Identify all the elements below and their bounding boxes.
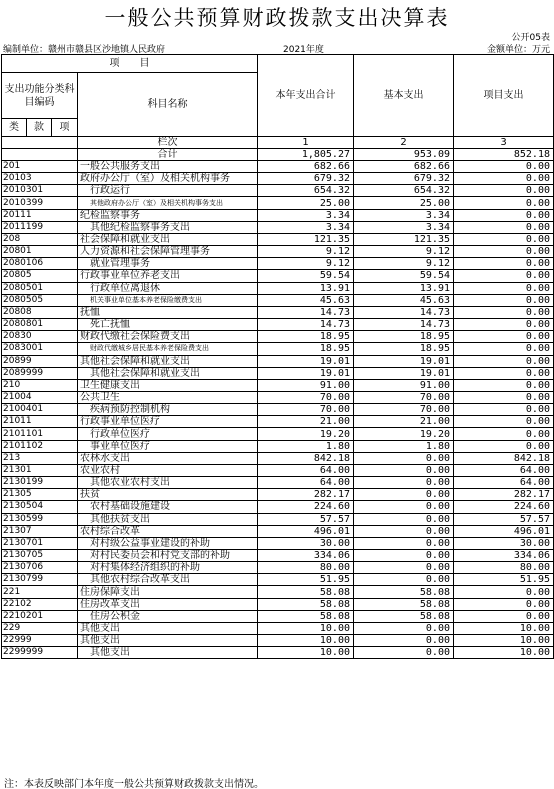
row-basic: 59.54 (354, 270, 454, 282)
row-project: 0.00 (454, 586, 554, 598)
row-total: 496.01 (258, 525, 354, 537)
row-basic: 654.32 (354, 185, 454, 197)
row-project: 0.00 (454, 233, 554, 245)
row-total: 842.18 (258, 452, 354, 464)
row-total: 70.00 (258, 391, 354, 403)
table-row (2, 246, 554, 258)
row-code: 2130599 (2, 513, 78, 525)
row-code: 20830 (2, 331, 78, 343)
row-code: 2083001 (2, 343, 78, 355)
row-code: 20805 (2, 270, 78, 282)
row-basic: 3.34 (354, 209, 454, 221)
row-total: 1.80 (258, 440, 354, 452)
row-code: 2080106 (2, 258, 78, 270)
row-subject-name: 公共卫生 (78, 391, 258, 403)
table-row (2, 416, 554, 428)
total-sum: 1,805.27 (258, 149, 354, 161)
row-basic: 679.32 (354, 173, 454, 185)
row-subject-name: 事业单位医疗 (78, 440, 258, 452)
row-code: 2080501 (2, 282, 78, 294)
row-total: 30.00 (258, 537, 354, 549)
table-row (2, 209, 554, 221)
compiling-unit: 编制单位：赣州市赣县区沙地镇人民政府 (3, 45, 166, 55)
row-basic: 0.00 (354, 452, 454, 464)
amount-unit: 金额单位：万元 (486, 45, 550, 55)
table-row (2, 610, 554, 622)
row-code: 2010399 (2, 197, 78, 209)
row-total: 19.01 (258, 367, 354, 379)
table-row (2, 440, 554, 452)
row-basic: 45.63 (354, 294, 454, 306)
report-title: 一般公共预算财政拨款支出决算表 (104, 6, 450, 30)
report-meta (0, 42, 554, 54)
row-code: 2100401 (2, 404, 78, 416)
table-row (2, 489, 554, 501)
row-project: 0.00 (454, 610, 554, 622)
row-code: 2130706 (2, 562, 78, 574)
row-basic: 25.00 (354, 197, 454, 209)
row-subject-name: 财政代缴城乡居民基本养老保险费支出 (78, 343, 258, 355)
row-basic: 9.12 (354, 258, 454, 270)
row-subject-name: 农业农村 (78, 464, 258, 476)
table-row (2, 586, 554, 598)
row-code: 20801 (2, 246, 78, 258)
row-basic: 682.66 (354, 161, 454, 173)
table-row (2, 464, 554, 476)
row-basic: 18.95 (354, 343, 454, 355)
row-basic: 58.08 (354, 598, 454, 610)
row-total: 10.00 (258, 635, 354, 647)
row-total: 70.00 (258, 404, 354, 416)
table-row (2, 343, 554, 355)
row-total: 58.08 (258, 586, 354, 598)
row-project: 80.00 (454, 562, 554, 574)
row-code: 21301 (2, 464, 78, 476)
row-basic: 1.80 (354, 440, 454, 452)
table-row (2, 331, 554, 343)
row-basic: 0.00 (354, 647, 454, 659)
row-subject-name: 抚恤 (78, 306, 258, 318)
row-project: 0.00 (454, 246, 554, 258)
row-total: 58.08 (258, 610, 354, 622)
row-basic: 19.01 (354, 355, 454, 367)
row-total: 282.17 (258, 489, 354, 501)
row-project: 0.00 (454, 209, 554, 221)
header-total: 本年支出合计 (258, 55, 354, 137)
row-subject-name: 其他社会保障和就业支出 (78, 367, 258, 379)
row-basic: 0.00 (354, 525, 454, 537)
form-number: 公开05表 (511, 33, 550, 43)
row-total: 58.08 (258, 598, 354, 610)
table-row (2, 306, 554, 318)
table-row (2, 258, 554, 270)
table-row (2, 221, 554, 233)
row-project: 51.95 (454, 574, 554, 586)
row-code: 21011 (2, 416, 78, 428)
table-row (2, 635, 554, 647)
row-code: 2130701 (2, 537, 78, 549)
table-row (2, 404, 554, 416)
header-basic: 基本支出 (354, 55, 454, 137)
row-basic: 121.35 (354, 233, 454, 245)
row-code: 213 (2, 452, 78, 464)
table-row (2, 501, 554, 513)
row-subject-name: 住房保障支出 (78, 586, 258, 598)
table-row (2, 161, 554, 173)
report-year: 2021年度 (283, 45, 324, 55)
row-project: 282.17 (454, 489, 554, 501)
row-total: 51.95 (258, 574, 354, 586)
row-code: 20111 (2, 209, 78, 221)
row-basic: 13.91 (354, 282, 454, 294)
header-project: 项目支出 (454, 55, 554, 137)
table-row (2, 197, 554, 209)
table-row (2, 622, 554, 634)
row-total: 682.66 (258, 161, 354, 173)
row-project: 496.01 (454, 525, 554, 537)
header-rank-2: 2 (354, 137, 454, 149)
row-code: 2299999 (2, 647, 78, 659)
row-project: 0.00 (454, 379, 554, 391)
row-project: 0.00 (454, 221, 554, 233)
table-row (2, 294, 554, 306)
table-row (2, 647, 554, 659)
total-label: 合计 (78, 149, 258, 161)
row-total: 679.32 (258, 173, 354, 185)
row-basic: 70.00 (354, 404, 454, 416)
row-project: 0.00 (454, 416, 554, 428)
row-project: 10.00 (454, 635, 554, 647)
row-total: 91.00 (258, 379, 354, 391)
row-code: 201 (2, 161, 78, 173)
row-basic: 70.00 (354, 391, 454, 403)
row-code: 20103 (2, 173, 78, 185)
row-subject-name: 对村集体经济组织的补助 (78, 562, 258, 574)
row-total: 80.00 (258, 562, 354, 574)
row-subject-name: 对村级公益事业建设的补助 (78, 537, 258, 549)
row-basic: 21.00 (354, 416, 454, 428)
row-subject-name: 人力资源和社会保障管理事务 (78, 246, 258, 258)
row-subject-name: 扶贫 (78, 489, 258, 501)
row-project: 64.00 (454, 464, 554, 476)
row-code: 2130799 (2, 574, 78, 586)
row-total: 9.12 (258, 258, 354, 270)
row-basic: 58.08 (354, 610, 454, 622)
row-subject-name: 行政运行 (78, 185, 258, 197)
table-row (2, 282, 554, 294)
row-total: 3.34 (258, 209, 354, 221)
row-total: 57.57 (258, 513, 354, 525)
row-subject-name: 卫生健康支出 (78, 379, 258, 391)
row-total: 10.00 (258, 647, 354, 659)
row-code: 2010301 (2, 185, 78, 197)
row-total: 224.60 (258, 501, 354, 513)
header-kuan: 款 (27, 119, 52, 137)
row-code: 2130504 (2, 501, 78, 513)
row-total: 19.20 (258, 428, 354, 440)
row-code: 210 (2, 379, 78, 391)
row-subject-name: 行政单位医疗 (78, 428, 258, 440)
row-code: 2130199 (2, 477, 78, 489)
row-subject-name: 其他社会保障和就业支出 (78, 355, 258, 367)
row-basic: 58.08 (354, 586, 454, 598)
row-subject-name: 社会保障和就业支出 (78, 233, 258, 245)
row-basic: 0.00 (354, 574, 454, 586)
row-project: 10.00 (454, 647, 554, 659)
table-row (2, 562, 554, 574)
row-total: 14.73 (258, 319, 354, 331)
table-row (2, 428, 554, 440)
expenditure-table (1, 54, 554, 659)
row-code: 2011199 (2, 221, 78, 233)
table-row (2, 379, 554, 391)
row-total: 18.95 (258, 331, 354, 343)
row-project: 0.00 (454, 367, 554, 379)
table-row (2, 525, 554, 537)
row-basic: 0.00 (354, 550, 454, 562)
row-subject-name: 疾病预防控制机构 (78, 404, 258, 416)
row-basic: 19.01 (354, 367, 454, 379)
row-basic: 18.95 (354, 331, 454, 343)
header-rank-3: 3 (454, 137, 554, 149)
row-total: 59.54 (258, 270, 354, 282)
row-total: 13.91 (258, 282, 354, 294)
row-basic: 0.00 (354, 622, 454, 634)
row-project: 0.00 (454, 161, 554, 173)
row-total: 19.01 (258, 355, 354, 367)
table-row (2, 477, 554, 489)
table-row (2, 270, 554, 282)
table-body (2, 161, 554, 659)
row-subject-name: 政府办公厅（室）及相关机构事务 (78, 173, 258, 185)
row-total: 64.00 (258, 477, 354, 489)
row-basic: 0.00 (354, 501, 454, 513)
total-basic: 953.09 (354, 149, 454, 161)
row-basic: 0.00 (354, 562, 454, 574)
row-project: 10.00 (454, 622, 554, 634)
row-subject-name: 其他农村综合改革支出 (78, 574, 258, 586)
table-row (2, 452, 554, 464)
row-project: 0.00 (454, 598, 554, 610)
row-subject-name: 其他支出 (78, 647, 258, 659)
row-basic: 0.00 (354, 489, 454, 501)
row-code: 22999 (2, 635, 78, 647)
row-total: 21.00 (258, 416, 354, 428)
header-item: 项 目 (2, 55, 258, 73)
row-code: 2101101 (2, 428, 78, 440)
row-project: 0.00 (454, 331, 554, 343)
row-basic: 91.00 (354, 379, 454, 391)
row-total: 10.00 (258, 622, 354, 634)
row-basic: 9.12 (354, 246, 454, 258)
row-project: 0.00 (454, 391, 554, 403)
row-total: 3.34 (258, 221, 354, 233)
row-basic: 0.00 (354, 537, 454, 549)
row-subject-name: 死亡抚恤 (78, 319, 258, 331)
row-basic: 0.00 (354, 635, 454, 647)
row-subject-name: 行政单位离退休 (78, 282, 258, 294)
row-total: 14.73 (258, 306, 354, 318)
row-total: 9.12 (258, 246, 354, 258)
row-project: 30.00 (454, 537, 554, 549)
row-project: 0.00 (454, 270, 554, 282)
table-row (2, 355, 554, 367)
row-project: 0.00 (454, 294, 554, 306)
table-row (2, 513, 554, 525)
row-project: 334.06 (454, 550, 554, 562)
row-code: 21004 (2, 391, 78, 403)
row-project: 0.00 (454, 173, 554, 185)
footnote: 注：本表反映部门本年度一般公共预算财政拨款支出情况。 (4, 779, 264, 789)
row-code: 21305 (2, 489, 78, 501)
row-subject-name: 其他农业农村支出 (78, 477, 258, 489)
row-subject-name: 住房公积金 (78, 610, 258, 622)
row-subject-name: 行政事业单位养老支出 (78, 270, 258, 282)
row-code: 2080801 (2, 319, 78, 331)
row-basic: 14.73 (354, 319, 454, 331)
row-code: 2210201 (2, 610, 78, 622)
row-total: 45.63 (258, 294, 354, 306)
table-row (2, 550, 554, 562)
header-func-code: 支出功能分类科目编码 (2, 73, 78, 119)
row-basic: 19.20 (354, 428, 454, 440)
row-total: 121.35 (258, 233, 354, 245)
row-subject-name: 机关事业单位基本养老保险缴费支出 (78, 294, 258, 306)
row-code: 20808 (2, 306, 78, 318)
row-subject-name: 纪检监察事务 (78, 209, 258, 221)
row-project: 224.60 (454, 501, 554, 513)
row-code: 2089999 (2, 367, 78, 379)
row-total: 654.32 (258, 185, 354, 197)
table-row (2, 537, 554, 549)
row-total: 25.00 (258, 197, 354, 209)
row-basic: 0.00 (354, 513, 454, 525)
row-code: 208 (2, 233, 78, 245)
header-rank-1: 1 (258, 137, 354, 149)
row-subject-name: 其他支出 (78, 635, 258, 647)
header-rank: 栏次 (78, 137, 258, 149)
row-subject-name: 其他支出 (78, 622, 258, 634)
table-row (2, 319, 554, 331)
row-subject-name: 农林水支出 (78, 452, 258, 464)
row-project: 0.00 (454, 343, 554, 355)
row-total: 64.00 (258, 464, 354, 476)
row-project: 842.18 (454, 452, 554, 464)
table-row (2, 598, 554, 610)
row-code: 221 (2, 586, 78, 598)
row-subject-name: 其他扶贫支出 (78, 513, 258, 525)
total-project: 852.18 (454, 149, 554, 161)
row-code: 21307 (2, 525, 78, 537)
table-row (2, 185, 554, 197)
row-project: 0.00 (454, 319, 554, 331)
row-project: 0.00 (454, 355, 554, 367)
row-project: 0.00 (454, 440, 554, 452)
row-code: 2130705 (2, 550, 78, 562)
table-row (2, 367, 554, 379)
row-subject-name: 其他纪检监察事务支出 (78, 221, 258, 233)
row-total: 18.95 (258, 343, 354, 355)
row-project: 0.00 (454, 428, 554, 440)
row-basic: 0.00 (354, 477, 454, 489)
row-project: 64.00 (454, 477, 554, 489)
row-subject-name: 财政代缴社会保险费支出 (78, 331, 258, 343)
table-row (2, 391, 554, 403)
header-subject-name: 科目名称 (78, 73, 258, 137)
row-basic: 14.73 (354, 306, 454, 318)
row-code: 20899 (2, 355, 78, 367)
row-project: 0.00 (454, 404, 554, 416)
row-project: 0.00 (454, 282, 554, 294)
row-subject-name: 对村民委员会和村党支部的补助 (78, 550, 258, 562)
row-basic: 0.00 (354, 464, 454, 476)
row-project: 0.00 (454, 197, 554, 209)
row-subject-name: 就业管理事务 (78, 258, 258, 270)
header-lei: 类 (2, 119, 27, 137)
row-code: 22102 (2, 598, 78, 610)
row-subject-name: 农村基础设施建设 (78, 501, 258, 513)
row-basic: 3.34 (354, 221, 454, 233)
row-subject-name: 行政事业单位医疗 (78, 416, 258, 428)
row-project: 0.00 (454, 258, 554, 270)
row-code: 229 (2, 622, 78, 634)
table-row (2, 574, 554, 586)
row-subject-name: 农村综合改革 (78, 525, 258, 537)
row-project: 0.00 (454, 306, 554, 318)
row-code: 2101102 (2, 440, 78, 452)
table-row (2, 173, 554, 185)
table-row (2, 233, 554, 245)
row-total: 334.06 (258, 550, 354, 562)
row-project: 57.57 (454, 513, 554, 525)
row-subject-name: 一般公共服务支出 (78, 161, 258, 173)
row-subject-name: 住房改革支出 (78, 598, 258, 610)
row-project: 0.00 (454, 185, 554, 197)
row-code: 2080505 (2, 294, 78, 306)
header-xiang: 项 (52, 119, 78, 137)
row-subject-name: 其他政府办公厅（室）及相关机构事务支出 (78, 197, 258, 209)
